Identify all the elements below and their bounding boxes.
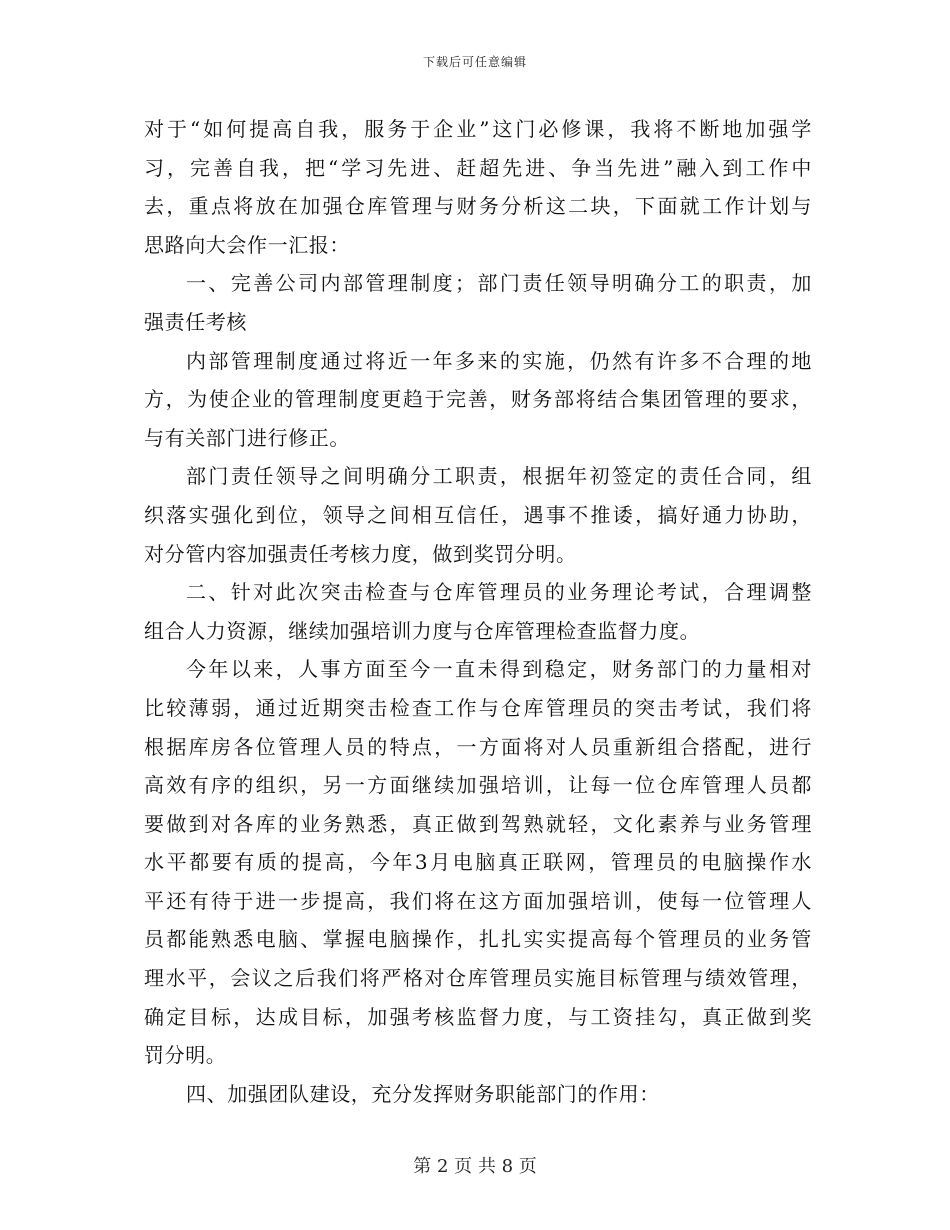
text-line: 对分管内容加强责任考核力度，做到奖罚分明。 [144,541,577,566]
text-line: 部门责任领导之间明确分工职责，根据年初签定的责任合同，组 [186,464,812,489]
section-heading-line: 二、针对此次突击检查与仓库管理员的业务理论考试，合理调整 [186,580,812,605]
text-line: 今年以来，人事方面至今一直未得到稳定，财务部门的力量相对 [186,657,812,682]
text-line: 罚分明。 [144,1043,227,1068]
text-line: 高效有序的组织，另一方面继续加强培训，让每一位仓库管理人员都 [144,773,812,798]
text-line: 员都能熟悉电脑、掌握电脑操作，扎扎实实提高每个管理员的业务管 [144,927,812,952]
text-line: 织落实强化到位，领导之间相互信任，遇事不推诿，搞好通力协助， [144,502,812,527]
page-header: 下载后可任意编辑 [422,55,527,69]
text-line: 去，重点将放在加强仓库管理与财务分析这二块，下面就工作计划与 [144,194,812,219]
text-line: 平还有待于进一步提高，我们将在这方面加强培训，使每一位管理人 [144,888,812,913]
text-line: 与有关部门进行修正。 [144,425,350,450]
text-line: 习，完善自我，把“学习先进、赶超先进、争当先进”融入到工作中 [144,155,812,180]
section-heading-line: 四、加强团队建设，充分发挥财务职能部门的作用： [186,1081,660,1106]
page-footer: 第 2 页 共 8 页 [413,1156,537,1177]
text-line: 方，为使企业的管理制度更趋于完善，财务部将结合集团管理的要求， [144,387,812,412]
text-line: 理水平，会议之后我们将严格对仓库管理员实施目标管理与绩效管理， [144,966,812,991]
text-line: 比较薄弱，通过近期突击检查工作与仓库管理员的突击考试，我们将 [144,695,812,720]
text-line: 确定目标，达成目标，加强考核监督力度，与工资挂勾，真正做到奖 [144,1004,812,1029]
section-heading-line: 组合人力资源，继续加强培训力度与仓库管理检查监督力度。 [144,618,701,643]
section-heading-line: 强责任考核 [144,309,247,334]
text-line: 对于“如何提高自我，服务于企业”这门必修课，我将不断地加强学 [144,117,812,141]
text-line: 水平都要有质的提高，今年3月电脑真正联网，管理员的电脑操作水 [144,850,812,875]
section-heading-line: 一、完善公司内部管理制度；部门责任领导明确分工的职责，加 [186,271,812,296]
text-line: 内部管理制度通过将近一年多来的实施，仍然有许多不合理的地 [186,348,812,373]
text-line: 思路向大会作一汇报： [144,232,350,257]
document-body [144,110,812,1113]
text-line: 根据库房各位管理人员的特点，一方面将对人员重新组合搭配，进行 [144,734,812,759]
text-line: 要做到对各库的业务熟悉，真正做到驾熟就轻，文化素养与业务管理 [144,811,812,836]
